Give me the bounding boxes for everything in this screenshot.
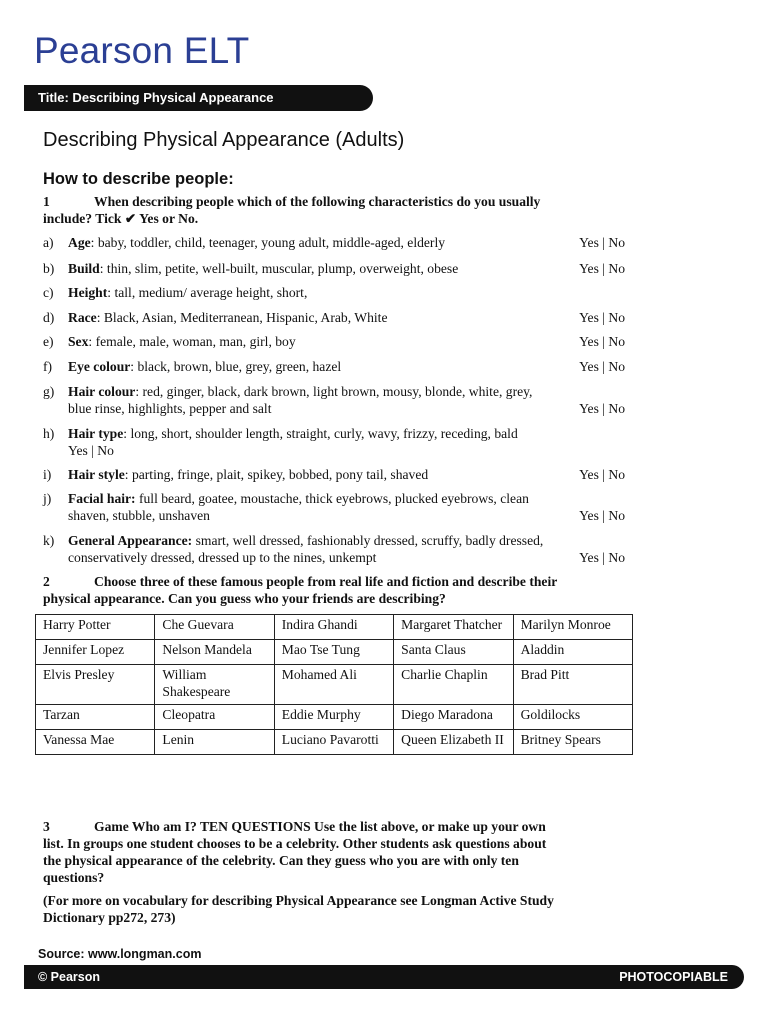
item-label: Age: [68, 235, 91, 250]
table-cell: William Shakespeare: [155, 665, 274, 705]
list-item: [43, 490, 625, 524]
table-cell: Elvis Presley: [36, 665, 155, 705]
item-label: General Appearance:: [68, 533, 193, 548]
table-cell: Mao Tse Tung: [274, 640, 393, 665]
item-label: Facial hair:: [68, 491, 136, 506]
section-heading: How to describe people:: [43, 170, 234, 188]
item-label: Height: [68, 285, 108, 300]
item-label: Hair colour: [68, 384, 136, 399]
table-cell: Eddie Murphy: [274, 705, 393, 730]
question-text: the physical appearance of the celebrity. Can they guess who you are with only ten: [43, 853, 519, 868]
question-text: Choose three of these famous people from real life and fiction and describe their: [94, 574, 558, 589]
question-number: 2: [43, 574, 50, 589]
item-text: : Black, Asian, Mediterranean, Hispanic, Arab, White: [96, 310, 388, 325]
item-text: : black, brown, blue, grey, green, hazel: [130, 359, 342, 374]
yes-no-option[interactable]: Yes | No: [579, 310, 625, 325]
item-label: Build: [68, 261, 100, 276]
item-letter: a): [43, 235, 54, 250]
item-letter: f): [43, 359, 53, 374]
table-cell: Harry Potter: [36, 615, 155, 640]
item-text-line2: blue rinse, highlights, pepper and salt: [68, 401, 272, 416]
table-cell: Marilyn Monroe: [513, 615, 632, 640]
item-letter: j): [43, 491, 52, 506]
copyright: © Pearson: [38, 970, 101, 984]
yes-no-option[interactable]: Yes | No: [579, 550, 625, 565]
question-text: physical appearance. Can you guess who your friends are describing?: [43, 591, 446, 606]
question-1: [43, 193, 633, 227]
yes-no-option[interactable]: Yes | No: [68, 443, 114, 458]
item-label: Sex: [68, 334, 89, 349]
question-text: When describing people which of the following characteristics do you usually: [94, 194, 541, 209]
table-row: [36, 615, 633, 640]
yes-no-option[interactable]: Yes | No: [579, 359, 625, 374]
table-cell: Brad Pitt: [513, 665, 632, 705]
question-2: [43, 573, 633, 607]
table-cell: Margaret Thatcher: [394, 615, 513, 640]
note-text: (For more on vocabulary for describing Physical Appearance see Longman Active Study: [43, 893, 554, 908]
item-text: : long, short, shoulder length, straight, curly, wavy, frizzy, receding, bald: [123, 426, 518, 441]
table-cell: Cleopatra: [155, 705, 274, 730]
yes-no-option[interactable]: Yes | No: [579, 467, 625, 482]
vocabulary-note: [43, 892, 633, 926]
famous-people-table: [35, 614, 633, 755]
table-cell: Queen Elizabeth II: [394, 730, 513, 755]
item-text: full beard, goatee, moustache, thick eyebrows, plucked eyebrows, clean: [135, 491, 529, 506]
item-letter: b): [43, 261, 55, 276]
table-row: [36, 640, 633, 665]
table-cell: Luciano Pavarotti: [274, 730, 393, 755]
item-label: Hair type: [68, 426, 124, 441]
item-letter: d): [43, 310, 55, 325]
list-item: [43, 532, 625, 566]
table-cell: Vanessa Mae: [36, 730, 155, 755]
table-cell: Charlie Chaplin: [394, 665, 513, 705]
table-cell: Che Guevara: [155, 615, 274, 640]
yes-no-option[interactable]: Yes | No: [579, 334, 625, 349]
item-text: : red, ginger, black, dark brown, light brown, mousy, blonde, white, grey,: [135, 384, 533, 399]
publisher-logo: Pearson ELT: [34, 30, 250, 71]
source-line: Source: www.longman.com: [38, 947, 202, 961]
table-cell: Lenin: [155, 730, 274, 755]
table-cell: Nelson Mandela: [155, 640, 274, 665]
list-item: [43, 383, 625, 417]
table-cell: Santa Claus: [394, 640, 513, 665]
table-cell: Diego Maradona: [394, 705, 513, 730]
table-cell: Aladdin: [513, 640, 632, 665]
item-text: : tall, medium/ average height, short,: [107, 285, 308, 300]
title-bar: Title: Describing Physical Appearance: [24, 85, 373, 111]
page-title: Describing Physical Appearance (Adults): [43, 129, 405, 151]
item-letter: e): [43, 334, 54, 349]
item-text: : baby, toddler, child, teenager, young adult, middle-aged, elderly: [90, 235, 446, 250]
question-3: [43, 818, 633, 886]
yes-no-option[interactable]: Yes | No: [579, 235, 625, 250]
list-item: [43, 425, 625, 459]
item-letter: h): [43, 426, 55, 441]
question-number: 3: [43, 819, 50, 834]
table-cell: Mohamed Ali: [274, 665, 393, 705]
table-cell: Tarzan: [36, 705, 155, 730]
yes-no-option[interactable]: Yes | No: [579, 508, 625, 523]
item-text: : thin, slim, petite, well-built, muscular, plump, overweight, obese: [99, 261, 459, 276]
item-letter: k): [43, 533, 55, 548]
photocopiable-label: PHOTOCOPIABLE: [619, 970, 728, 984]
item-text: smart, well dressed, fashionably dressed, scruffy, badly dressed,: [192, 533, 544, 548]
item-letter: g): [43, 384, 55, 399]
question-text: Game Who am I? TEN QUESTIONS Use the list above, or make up your own: [94, 819, 546, 834]
yes-no-option[interactable]: Yes | No: [579, 401, 625, 416]
table-cell: Jennifer Lopez: [36, 640, 155, 665]
item-text: : female, male, woman, man, girl, boy: [88, 334, 296, 349]
question-text: include? Tick ✔ Yes or No.: [43, 211, 199, 226]
question-text: list. In groups one student chooses to be a celebrity. Other students ask questions about: [43, 836, 547, 851]
table-cell: Indira Ghandi: [274, 615, 393, 640]
item-letter: i): [43, 467, 52, 482]
note-text: Dictionary pp272, 273): [43, 910, 176, 925]
table-row: [36, 705, 633, 730]
yes-no-option[interactable]: Yes | No: [579, 261, 625, 276]
table-cell: Britney Spears: [513, 730, 632, 755]
table-cell: Goldilocks: [513, 705, 632, 730]
question-number: 1: [43, 194, 50, 209]
item-text-line2: conservatively dressed, dressed up to the nines, unkempt: [68, 550, 377, 565]
item-text-line2: shaven, stubble, unshaven: [68, 508, 210, 523]
item-label: Race: [68, 310, 97, 325]
table-row: [36, 730, 633, 755]
footer-bar: [24, 965, 744, 989]
question-text: questions?: [43, 870, 105, 885]
item-label: Hair style: [68, 467, 125, 482]
item-text: : parting, fringe, plait, spikey, bobbed, pony tail, shaved: [124, 467, 429, 482]
item-label: Eye colour: [68, 359, 131, 374]
item-letter: c): [43, 285, 54, 300]
table-row: [36, 665, 633, 705]
